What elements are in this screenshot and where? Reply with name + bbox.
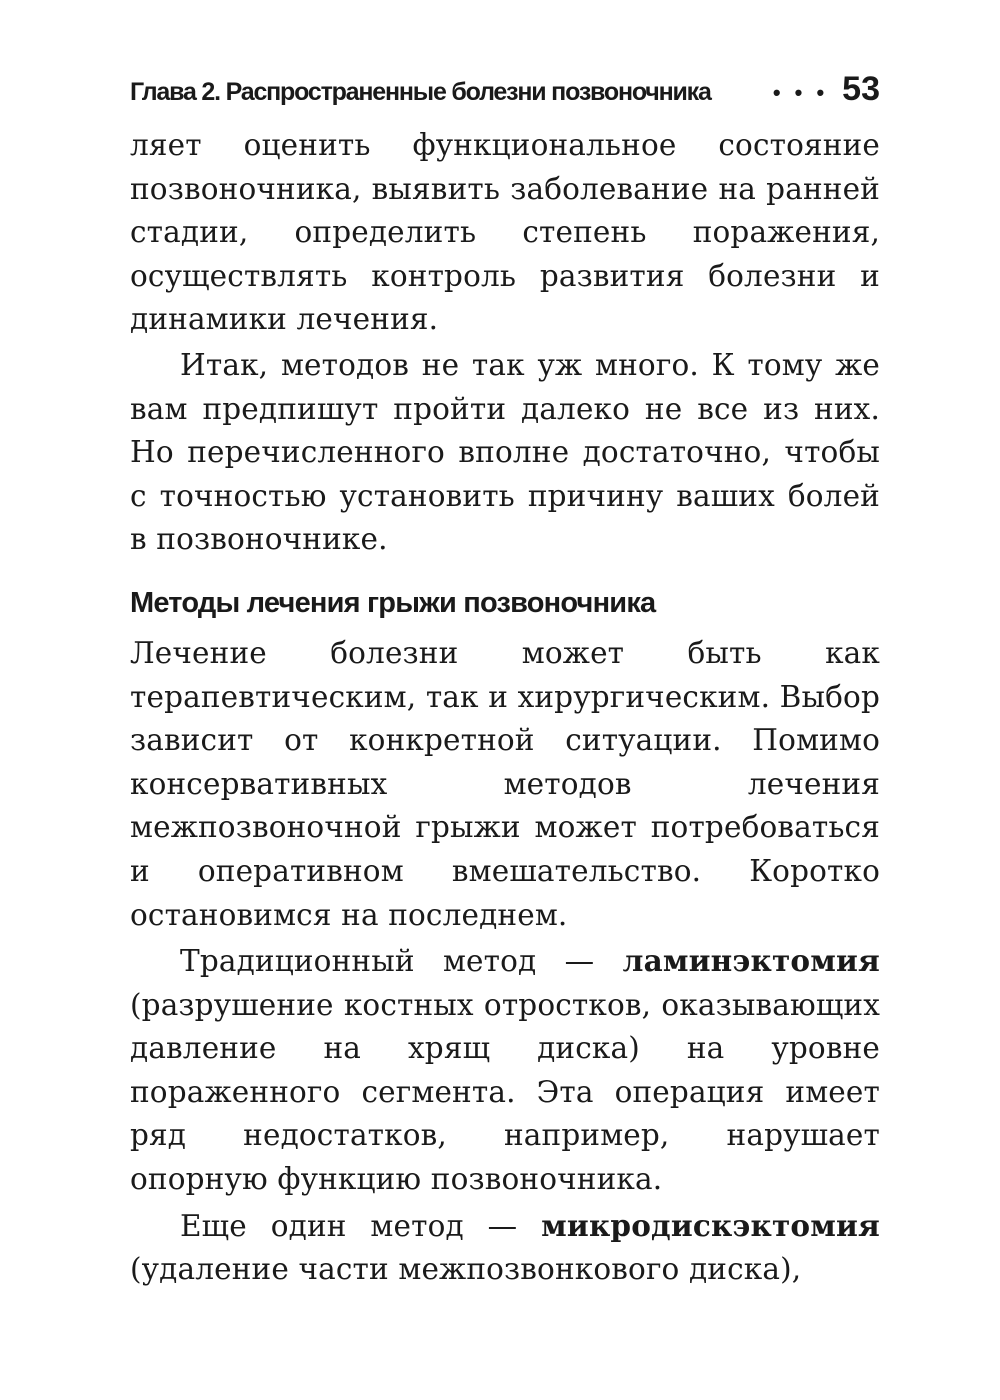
paragraph-2: Итак, методов не так уж много. К тому же вам предпишут пройти далеко не все из них. Но перечисленного вполне достаточно, чтобы с точностью установить причину ваших болей в позвоночнике. xyxy=(130,347,880,557)
book-page xyxy=(130,70,880,1292)
term-laminectomy: ламинэктомия xyxy=(622,943,880,979)
ornament-dots: • • • xyxy=(772,80,829,105)
running-head xyxy=(130,70,880,114)
page-number: 53 xyxy=(842,70,880,108)
paragraph-5-rest: (удаление части межпозвонкового диска), xyxy=(130,1252,802,1287)
paragraph-4-rest: (разрушение костных отростков, оказывающих давление на хрящ диска) на уровне пораженного сегмента. Эта операция имеет ряд недостатков, например, нарушает опорную функцию позвоночника. xyxy=(130,987,880,1197)
paragraph-1: ляет оценить функциональное состояние позвоночника, выявить заболевание на ранней стадии, определить степень поражения, осуществлять контроль развития болезни и динамики лечения. xyxy=(130,128,880,337)
body-text xyxy=(130,124,880,1292)
paragraph-4-lead: Традиционный метод — xyxy=(180,944,623,979)
paragraph-3: Лечение болезни может быть как терапевтическим, так и хирургическим. Выбор зависит от конкретной ситуации. Помимо консервативных методов лечения межпозвоночной грыжи может потребоваться и оперативном вмешательство. Коротко остановимся на последнем. xyxy=(130,635,880,932)
chapter-title: Глава 2. Распространенные болезни позвоночника xyxy=(130,78,711,106)
section-heading: Методы лечения грыжи позвоночника xyxy=(130,586,656,619)
paragraph-5 xyxy=(130,1204,880,1292)
paragraph-5-lead: Еще один метод — xyxy=(180,1208,542,1243)
running-head-right xyxy=(773,70,880,109)
paragraph-4 xyxy=(130,939,880,1202)
term-microdiscectomy: микродискэктомия xyxy=(541,1207,880,1243)
